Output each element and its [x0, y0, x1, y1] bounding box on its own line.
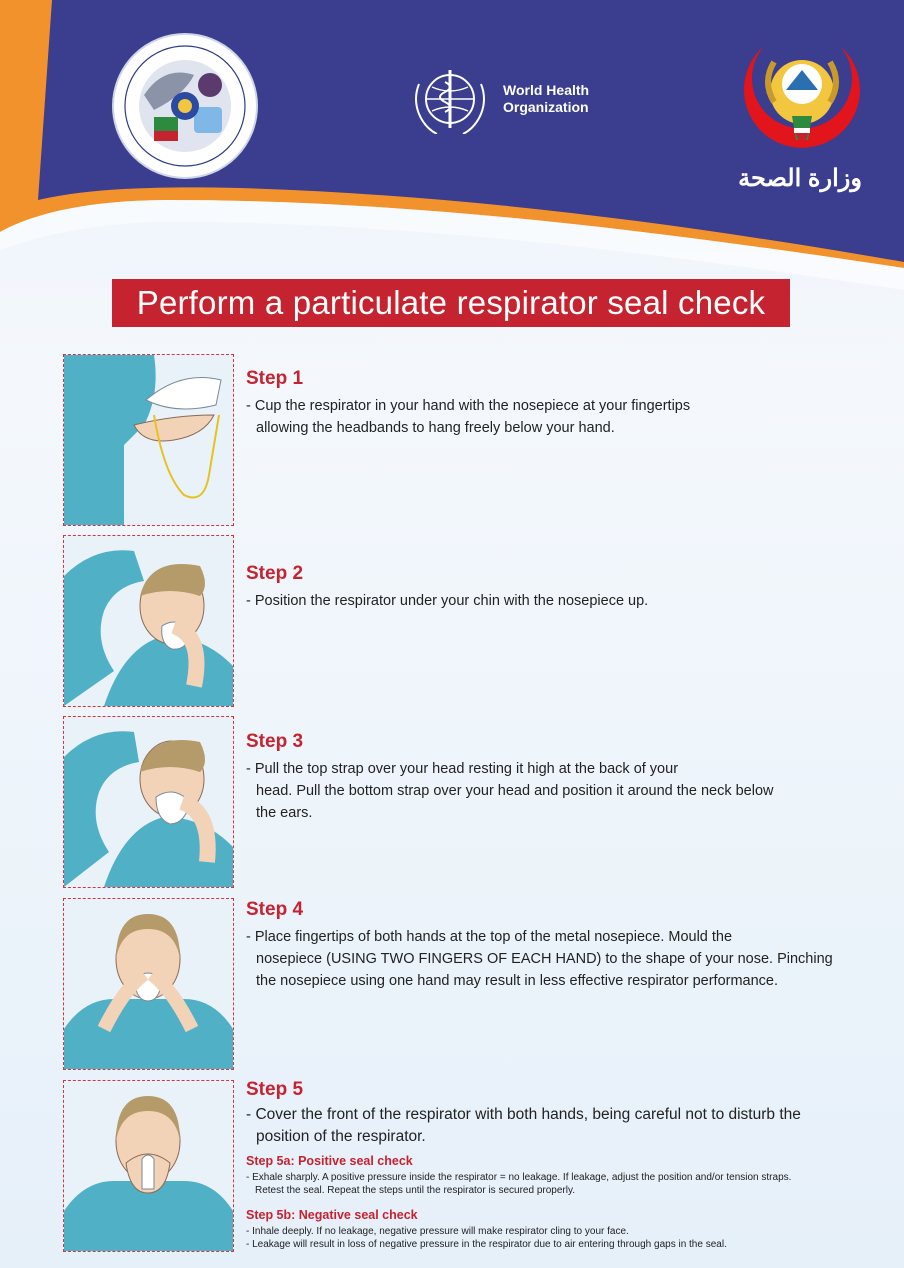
- step-5-title: Step 5: [246, 1079, 304, 1100]
- step-4-text: [246, 926, 833, 992]
- step-5b-text: [246, 1225, 727, 1251]
- step-3-line: - Pull the top strap over your head resting it high at the back of your: [246, 761, 679, 777]
- step-4-title: Step 4: [246, 899, 304, 920]
- step-5b-line: - Leakage will result in loss of negative pressure in the respirator due to air entering through gaps in the seal.: [246, 1239, 727, 1250]
- step-4-line: the nosepiece using one hand may result in less effective respirator performance.: [256, 973, 779, 989]
- step-3-illustration: [63, 716, 234, 888]
- step-5-line: position of the respirator.: [256, 1128, 426, 1145]
- who-name-line2: Organization: [503, 99, 589, 115]
- ministry-arabic-name: وزارة الصحة: [738, 165, 862, 192]
- step-1-text: [246, 395, 690, 439]
- step-5a-text: [246, 1171, 791, 1197]
- step-3-title: Step 3: [246, 731, 304, 752]
- step-5b-line: - Inhale deeply. If no leakage, negative pressure will make respirator cling to your face.: [246, 1226, 629, 1237]
- step-4-line: - Place fingertips of both hands at the top of the metal nosepiece. Mould the: [246, 929, 733, 945]
- step-2-text: [246, 590, 648, 612]
- infection-control-logo: [112, 33, 258, 179]
- step-5-line: - Cover the front of the respirator with both hands, being careful not to disturb the: [246, 1106, 801, 1123]
- step-5b-title: Step 5b: Negative seal check: [246, 1208, 418, 1222]
- step-4-illustration: [63, 898, 234, 1070]
- step-5-text: [246, 1104, 801, 1148]
- who-emblem-icon: [405, 64, 495, 134]
- who-name-line1: World Health: [503, 82, 590, 98]
- step-1-illustration: [63, 354, 234, 526]
- step-5a-title: Step 5a: Positive seal check: [246, 1154, 413, 1168]
- step-2-title: Step 2: [246, 563, 304, 584]
- step-5a-line: Retest the seal. Repeat the steps until the respirator is secured properly.: [255, 1185, 575, 1196]
- who-logo: [405, 64, 605, 134]
- step-1-line: - Cup the respirator in your hand with the nosepiece at your fingertips: [246, 398, 691, 414]
- page-title: Perform a particulate respirator seal check: [112, 279, 790, 327]
- step-3-text: [246, 758, 774, 824]
- step-5a-line: - Exhale sharply. A positive pressure inside the respirator = no leakage. If leakage, adjust the position and/or tension straps.: [246, 1172, 792, 1183]
- step-3-line: head. Pull the bottom strap over your head and position it around the neck below: [256, 783, 774, 799]
- step-3-line: the ears.: [256, 805, 313, 821]
- step-1-title: Step 1: [246, 368, 304, 389]
- step-2-line: - Position the respirator under your chin with the nosepiece up.: [246, 593, 649, 609]
- ministry-of-health-emblem: [734, 32, 870, 172]
- step-4-line: nosepiece (USING TWO FINGERS OF EACH HAND) to the shape of your nose. Pinching: [256, 951, 833, 967]
- step-5-illustration: [63, 1080, 234, 1252]
- step-2-illustration: [63, 535, 234, 707]
- step-1-line: allowing the headbands to hang freely below your hand.: [256, 420, 615, 436]
